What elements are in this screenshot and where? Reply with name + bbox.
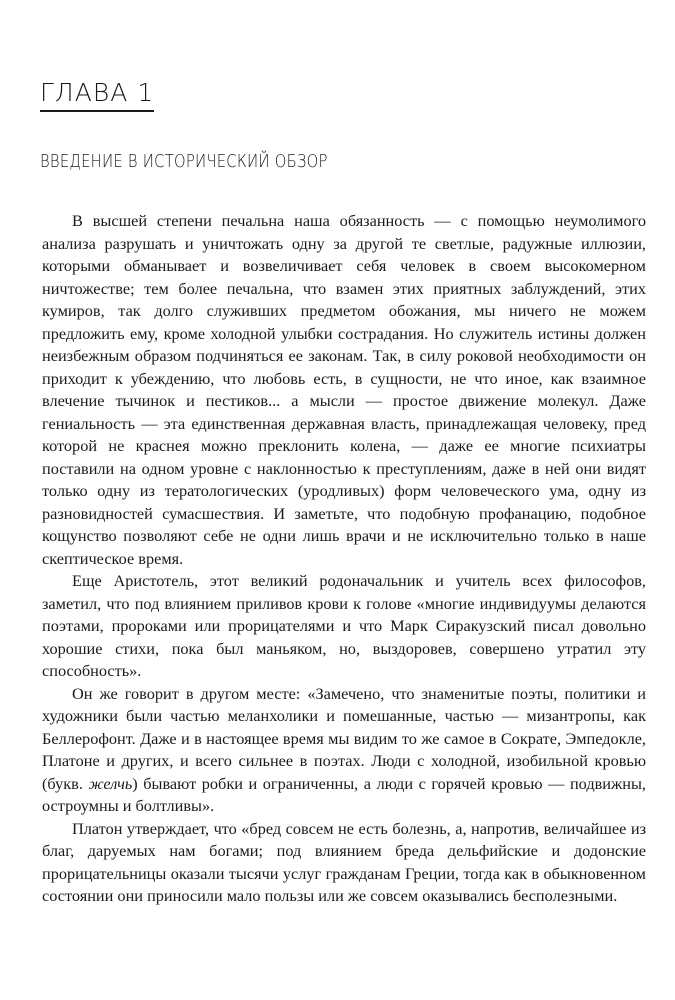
paragraph-3-text-after: ) бывают робки и ограниченны, а люди с горячей кровью — подвижны, остроумны и болтливы». bbox=[42, 773, 646, 815]
paragraph-2: Еще Аристотель, этот великий родоначальник и учитель всех философов, заметил, что под влиянием приливов крови к голове «многие индивидуумы делаются поэтами, пророками или прорицателями и что Марк Сиракузский писал довольно хорошие стихи, пока был маньяком, но, выздоровев, совершено утратил эту способность». bbox=[42, 571, 646, 680]
paragraph-3-text-before: Он же говорит в другом месте: «Замечено, что знаменитые поэты, политики и художники были частью меланхолики и помешанные, частью — мизантропы, как Беллерофонт. Даже и в настоящее время мы видим то же самое в Сократе, Эмпедокле, Платоне и других, и всего сильнее в поэтах. Люди с холодной, изобильной кровью (букв. bbox=[42, 683, 646, 793]
paragraph-1: В высшей степени печальна наша обязанность — с помощью неумолимого анализа разрушать и уничтожать одну за другой те светлые, радужные иллюзии, которыми обманывает и возвеличивает себя человек в своем высокомерном ничтожестве; тем более печальна, что взамен этих приятных заблуждений, этих кумиров, так долго служивших предметом обожания, мы ничего не можем предложить ему, кроме холодной улыбки сострадания. Но служитель истины должен неизбежным образом подчиняться ее законам. Так, в силу роковой необходимости он приходит к убеждению, что любовь есть, в сущности, не что иное, как взаимное влечение тычинок и пестиков... а мысли — простое движение молекул. Даже гениальность — эта единственная державная власть, принадлежащая человеку, пред которой не краснея можно преклонить колена, — даже ее многие психиатры поставили на одном уровне с наклонностью к преступлениям, даже в ней они видят только одну из тератологических (уродливых) форм человеческого ума, одну из разновидностей сумасшествия. И заметьте, что подобную профанацию, подобное кощунство позволяют себе не одни лишь врачи и не исключительно только в наше скептическое время. bbox=[42, 211, 646, 568]
paragraph-4: Платон утверждает, что «бред совсем не есть болезнь, а, напротив, величайшее из благ, даруемых нам богами; под влиянием бреда дельфийские и додонские прорицательницы оказали тысячи услуг гражданам Греции, тогда как в обыкновенном состоянии они приносили мало пользы или же совсем оказывались бесполезными. bbox=[42, 818, 646, 905]
chapter-title: ГЛАВА 1 bbox=[40, 78, 154, 112]
paragraph-3 bbox=[42, 683, 646, 818]
body-text bbox=[42, 210, 646, 908]
paragraph-3-emphasis: желчь bbox=[88, 773, 133, 793]
section-title: ВВЕДЕНИЕ В ИСТОРИЧЕСКИЙ ОБЗОР bbox=[40, 151, 328, 172]
